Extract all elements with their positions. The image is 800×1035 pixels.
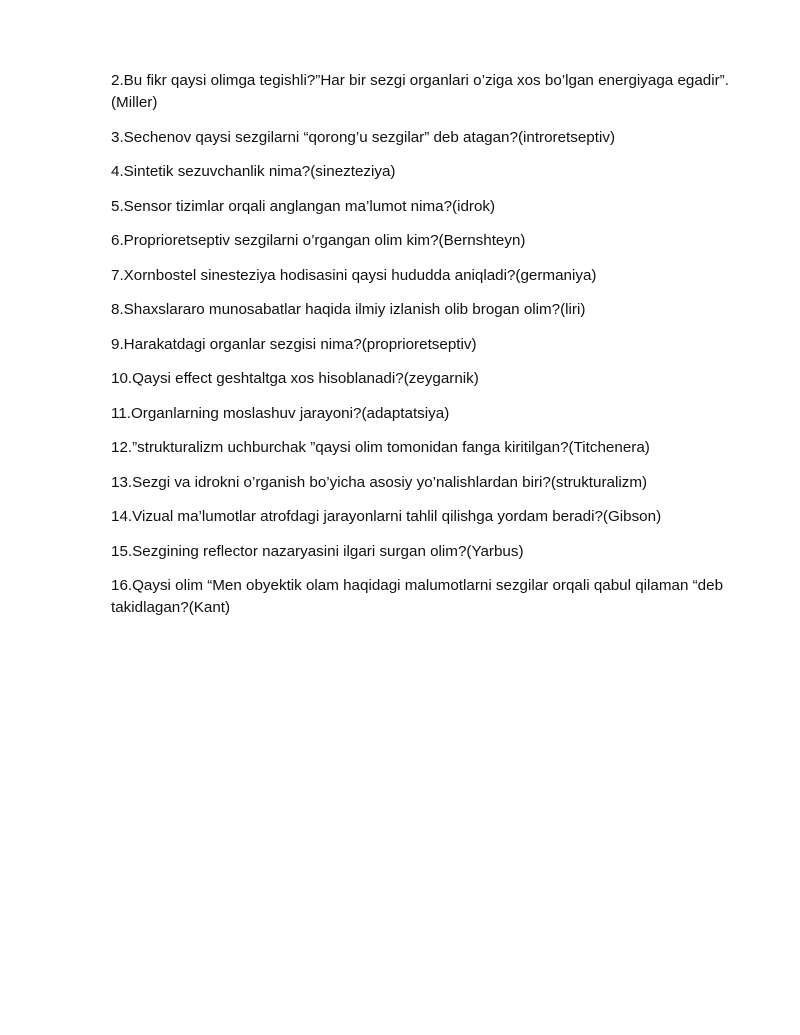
question-item: 11.Organlarning moslashuv jarayoni?(adaptatsiya)	[111, 404, 450, 422]
question-item: 12.”strukturalizm uchburchak ”qaysi olim tomonidan fanga kiritilgan?(Titchenera)	[111, 439, 650, 456]
question-list	[111, 70, 736, 632]
question-item: 10.Qaysi effect geshtaltga xos hisoblanadi?(zeygarnik)	[111, 370, 479, 387]
question-item: 7.Xornbostel sinesteziya hodisasini qaysi hududda aniqladi?(germaniya)	[111, 266, 597, 284]
question-item: 3.Sechenov qaysi sezgilarni “qorong’u sezgilar” deb atagan?(introretseptiv)	[111, 128, 615, 146]
question-item: 5.Sensor tizimlar orqali anglangan ma’lumot nima?(idrok)	[111, 197, 496, 215]
question-item: 4.Sintetik sezuvchanlik nima?(sinezteziya)	[111, 163, 396, 180]
question-item: 9.Harakatdagi organlar sezgisi nima?(proprioretseptiv)	[111, 335, 477, 353]
question-item: 2.Bu fikr qaysi olimga tegishli?”Har bir sezgi organlari o’ziga xos bo’lgan energiyaga egadir”.(Miller)	[111, 72, 729, 111]
question-item: 13.Sezgi va idrokni o’rganish bo’yicha asosiy yo’nalishlardan biri?(strukturalizm)	[111, 473, 648, 491]
question-item: 8.Shaxslararo munosabatlar haqida ilmiy izlanish olib brogan olim?(liri)	[111, 301, 586, 318]
question-item: 6.Proprioretseptiv sezgilarni o’rgangan olim kim?(Bernshteyn)	[111, 232, 526, 249]
question-item: 14.Vizual ma’lumotlar atrofdagi jarayonlarni tahlil qilishga yordam beradi?(Gibson)	[111, 508, 662, 525]
question-item: 16.Qaysi olim “Men obyektik olam haqidagi malumotlarni sezgilar orqali qabul qilaman “deb takidlagan?(Kant)	[111, 577, 724, 616]
question-item: 15.Sezgining reflector nazaryasini ilgari surgan olim?(Yarbus)	[111, 542, 524, 560]
